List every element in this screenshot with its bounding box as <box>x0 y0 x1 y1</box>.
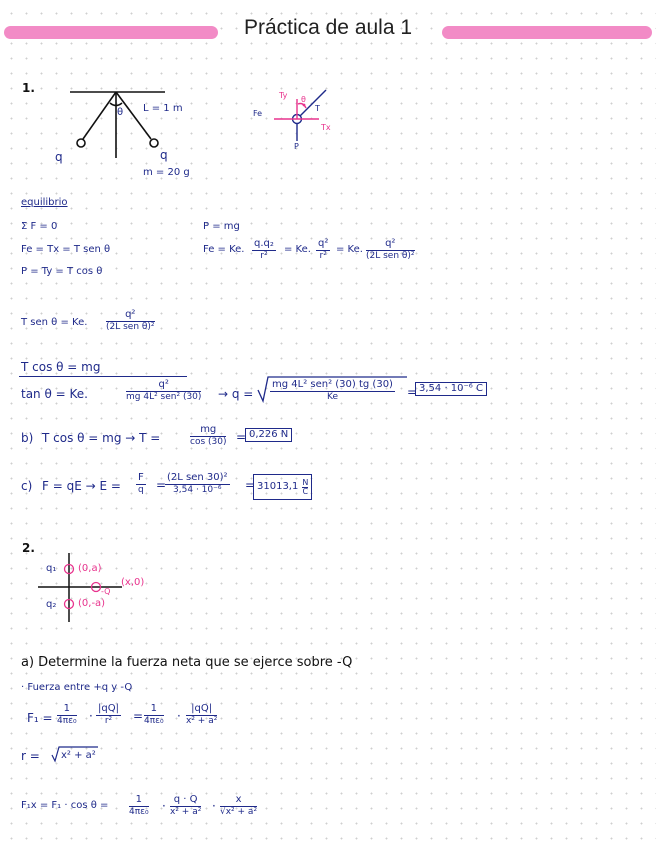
f1-lead: F₁ = <box>27 711 53 725</box>
q2-position: (0,-a) <box>78 598 106 609</box>
f1-frac-b: $\frac{|qQ|}{\text{r²}}$ <box>98 703 119 726</box>
part-c-eq-2: = <box>245 478 256 492</box>
charge-right-label: q <box>160 148 168 162</box>
tan-eq-lead: tan θ = Ke. <box>21 387 88 401</box>
tsen-eq-lead: T sen θ = Ke. <box>21 317 88 328</box>
f1-frac-d: $\frac{|qQ|}{\text{x² + a²}}$ <box>186 703 218 726</box>
force-between-label: · Fuerza entre +q y -Q <box>21 682 133 693</box>
part-b-result: 0,226 N <box>245 428 292 442</box>
sum-forces-eq: Σ F = 0 <box>21 221 58 232</box>
part-c-lead: F = qE → E = <box>42 479 121 493</box>
q1-position: (0,a) <box>78 563 102 574</box>
mass-label: m = 20 g <box>143 167 190 178</box>
f1-dot-1: · <box>89 709 93 723</box>
q2-label: q₂ <box>46 599 57 610</box>
f1-frac-a: $\frac{1}{\text{4πε₀}}$ <box>57 703 77 726</box>
equilibrium-heading: equilibrio <box>21 197 68 208</box>
length-label: L = 1 m <box>143 103 183 114</box>
q-result-box: 3,54 · 10⁻⁶ C <box>415 382 487 396</box>
fbd-theta-label: θ <box>301 95 306 104</box>
f1x-lead: F₁x = F₁ · cos θ = <box>21 800 109 811</box>
part-c-label: c) <box>21 479 33 493</box>
f1x-frac-a: $\frac{1}{\text{4πε₀}}$ <box>129 794 149 817</box>
f1-frac-c: $\frac{1}{\text{4πε₀}}$ <box>144 703 164 726</box>
fbd-t-label: T <box>315 104 320 113</box>
tsen-eq-frac: q² (2L sen θ)² <box>106 309 155 332</box>
page-title: Práctica de aula 1 <box>243 16 413 39</box>
part-c-eq-1: = <box>156 478 167 492</box>
fe-law-mid-2: = Ke. <box>336 244 363 255</box>
part-c-frac-1: $\frac{F}{q}$ <box>138 472 144 495</box>
part-b-frac: $\frac{mg}{\cos (30)}$ <box>190 424 227 447</box>
problem-1-number: 1. <box>22 81 35 95</box>
fe-law-mid-1: = Ke. <box>284 244 311 255</box>
fe-law-frac-2: $\frac{\text{q²}}{\text{r²}}$ <box>318 238 329 261</box>
fe-law-frac-1: $\frac{\text{q.q₂}}{\text{r²}}$ <box>254 238 274 261</box>
f1x-dot-1: · <box>162 799 166 813</box>
f1-dot-2: · <box>177 709 181 723</box>
tan-eq-frac: q² mg 4L² sen² (30) <box>126 379 202 402</box>
p-ty-eq: P = Ty = T cos θ <box>21 266 103 277</box>
part-c-result-unit: N C <box>302 477 309 496</box>
f1x-frac-b: $\frac{q \cdot Q}{\text{x² + a²}}$ <box>170 794 202 817</box>
f1-eq: = <box>133 709 144 723</box>
q-result-radicand: mg 4L² sen² (30) tg (30) Ke <box>272 379 393 402</box>
charge-left-label: q <box>55 150 63 164</box>
part-b-lead: T cos θ = mg → T = <box>42 431 161 445</box>
minus-q-label: -Q <box>101 587 111 596</box>
f1x-frac-c: $\frac{x}{\text{√x² + a²}}$ <box>220 794 258 817</box>
part-c-result-value: 31013,1 <box>257 481 299 492</box>
q1-label: q₁ <box>46 563 57 574</box>
theta-label: θ <box>117 107 124 118</box>
fbd-p-label: P <box>294 142 299 151</box>
fe-law-lead: Fe = Ke. <box>203 244 245 255</box>
problem-2-number: 2. <box>22 541 35 555</box>
part-b-eq: = <box>236 430 247 444</box>
tcos-eq: T cos θ = mg <box>21 360 101 374</box>
part-b-label: b) <box>21 431 34 445</box>
r-eq-lead: r = <box>21 749 40 763</box>
fbd-ty-label: Ty <box>279 91 288 100</box>
x-position: (x,0) <box>121 577 145 588</box>
fbd-tx-label: Tx <box>321 123 331 132</box>
fe-law-frac-3: q² (2L sen θ)² <box>366 238 415 261</box>
r-eq-radicand: x² + a² <box>61 750 96 761</box>
f1x-dot-2: · <box>212 799 216 813</box>
p-mg-eq: P = mg <box>203 221 240 232</box>
q-result-eq: = <box>407 385 418 399</box>
fe-tx-eq: Fe = Tx = T sen θ <box>21 244 111 255</box>
part-c-frac-2: (2L sen 30)² 3,54 · 10⁻⁶ <box>167 472 228 495</box>
task-2a: a) Determine la fuerza neta que se ejerce sobre -Q <box>21 655 353 670</box>
q-result-arrow: → q = <box>218 387 254 401</box>
fbd-fe-label: Fe <box>253 109 263 118</box>
